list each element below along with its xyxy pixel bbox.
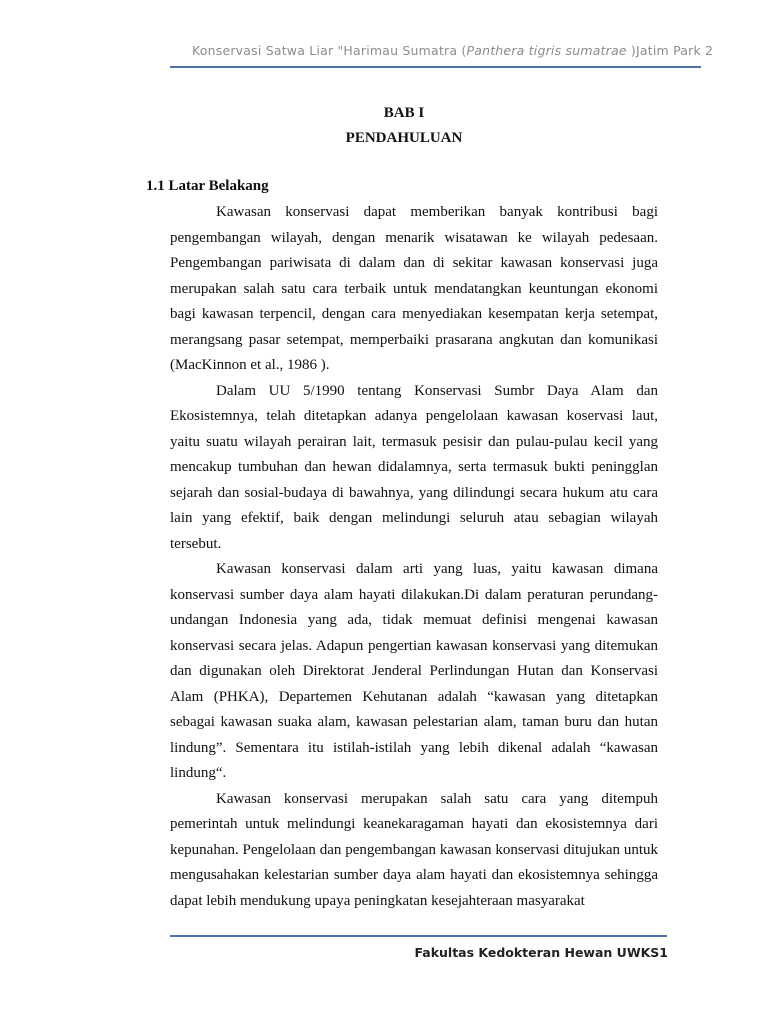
chapter-title: PENDAHULUAN <box>345 130 463 146</box>
footer-rule <box>170 935 667 937</box>
paragraph-3: Kawasan konservasi dalam arti yang luas, yaitu kawasan dimana konservasi sumber daya alam hayati dilakukan.Di dalam peraturan perundang-undangan Indonesia yang ada, tidak memuat definisi mengenai kawasan konservasi secara jelas. Adapun pengertian kawasan konservasi yang ditemukan dan digunakan oleh Direktorat Jenderal Perlindungan Hutan dan Konservasi Alam (PHKA), Departemen Kehutanan adalah “kawasan yang ditetapkan sebagai kawasan suaka alam, kawasan pelestarian alam, taman buru dan hutan lindung”. Sementara itu istilah-istilah yang lebih dikenal adalah “kawasan lindung“. <box>170 561 658 781</box>
header-rule <box>170 66 701 68</box>
header-title-part1: Konservasi Satwa Liar "Harimau Sumatra ( <box>192 43 467 58</box>
running-header <box>192 43 714 58</box>
header-title-species: Panthera tigris sumatrae <box>466 43 631 58</box>
chapter-label: BAB I <box>383 105 425 121</box>
paragraph-2: Dalam UU 5/1990 tentang Konservasi Sumbr Daya Alam dan Ekosistemnya, telah ditetapkan adanya pengelolaan kawasan koservasi laut, yaitu suatu wilayah perairan lait, termasuk pesisir dan pulau-pulau kecil yang mencakup tumbuhan dan hewan didalamnya, serta termasuk bukti peningglan sejarah dan sosial-budaya di bawahnya, yang dilindungi secara hukum atu cara lain yang efektif, baik dengan melindungi seluruh atau sebagian wilayah tersebut. <box>170 382 658 552</box>
body-text <box>170 200 658 914</box>
header-title-part2: )Jatim Park 2 <box>630 43 714 58</box>
page-footer: Fakultas Kedokteran Hewan UWKS1 <box>414 945 668 960</box>
paragraph-1: Kawasan konservasi dapat memberikan banyak kontribusi bagi pengembangan wilayah, dengan menarik wisatawan ke wilayah pedesaan. Pengembangan pariwisata di dalam dan di sekitar kawasan konservasi juga merupakan salah satu cara terbaik untuk mendatangkan keuntungan ekonomi bagi kawasan terpencil, dengan cara menyediakan kesempatan kerja setempat, merangsang pasar setempat, memperbaiki prasarana angkutan dan komunikasi (MacKinnon et al., 1986 ). <box>170 204 658 373</box>
section-heading: 1.1 Latar Belakang <box>146 178 269 194</box>
paragraph-4: Kawasan konservasi merupakan salah satu cara yang ditempuh pemerintah untuk melindungi keanekaragaman hayati dan ekosistemnya dari kepunahan. Pengelolaan dan pengembangan kawasan konservasi ditujukan untuk mengusahakan kelestarian sumber daya alam hayati dan ekosistemnya sehingga dapat lebih mendukung upaya peningkatan kesejahteraan masyarakat <box>170 790 658 909</box>
